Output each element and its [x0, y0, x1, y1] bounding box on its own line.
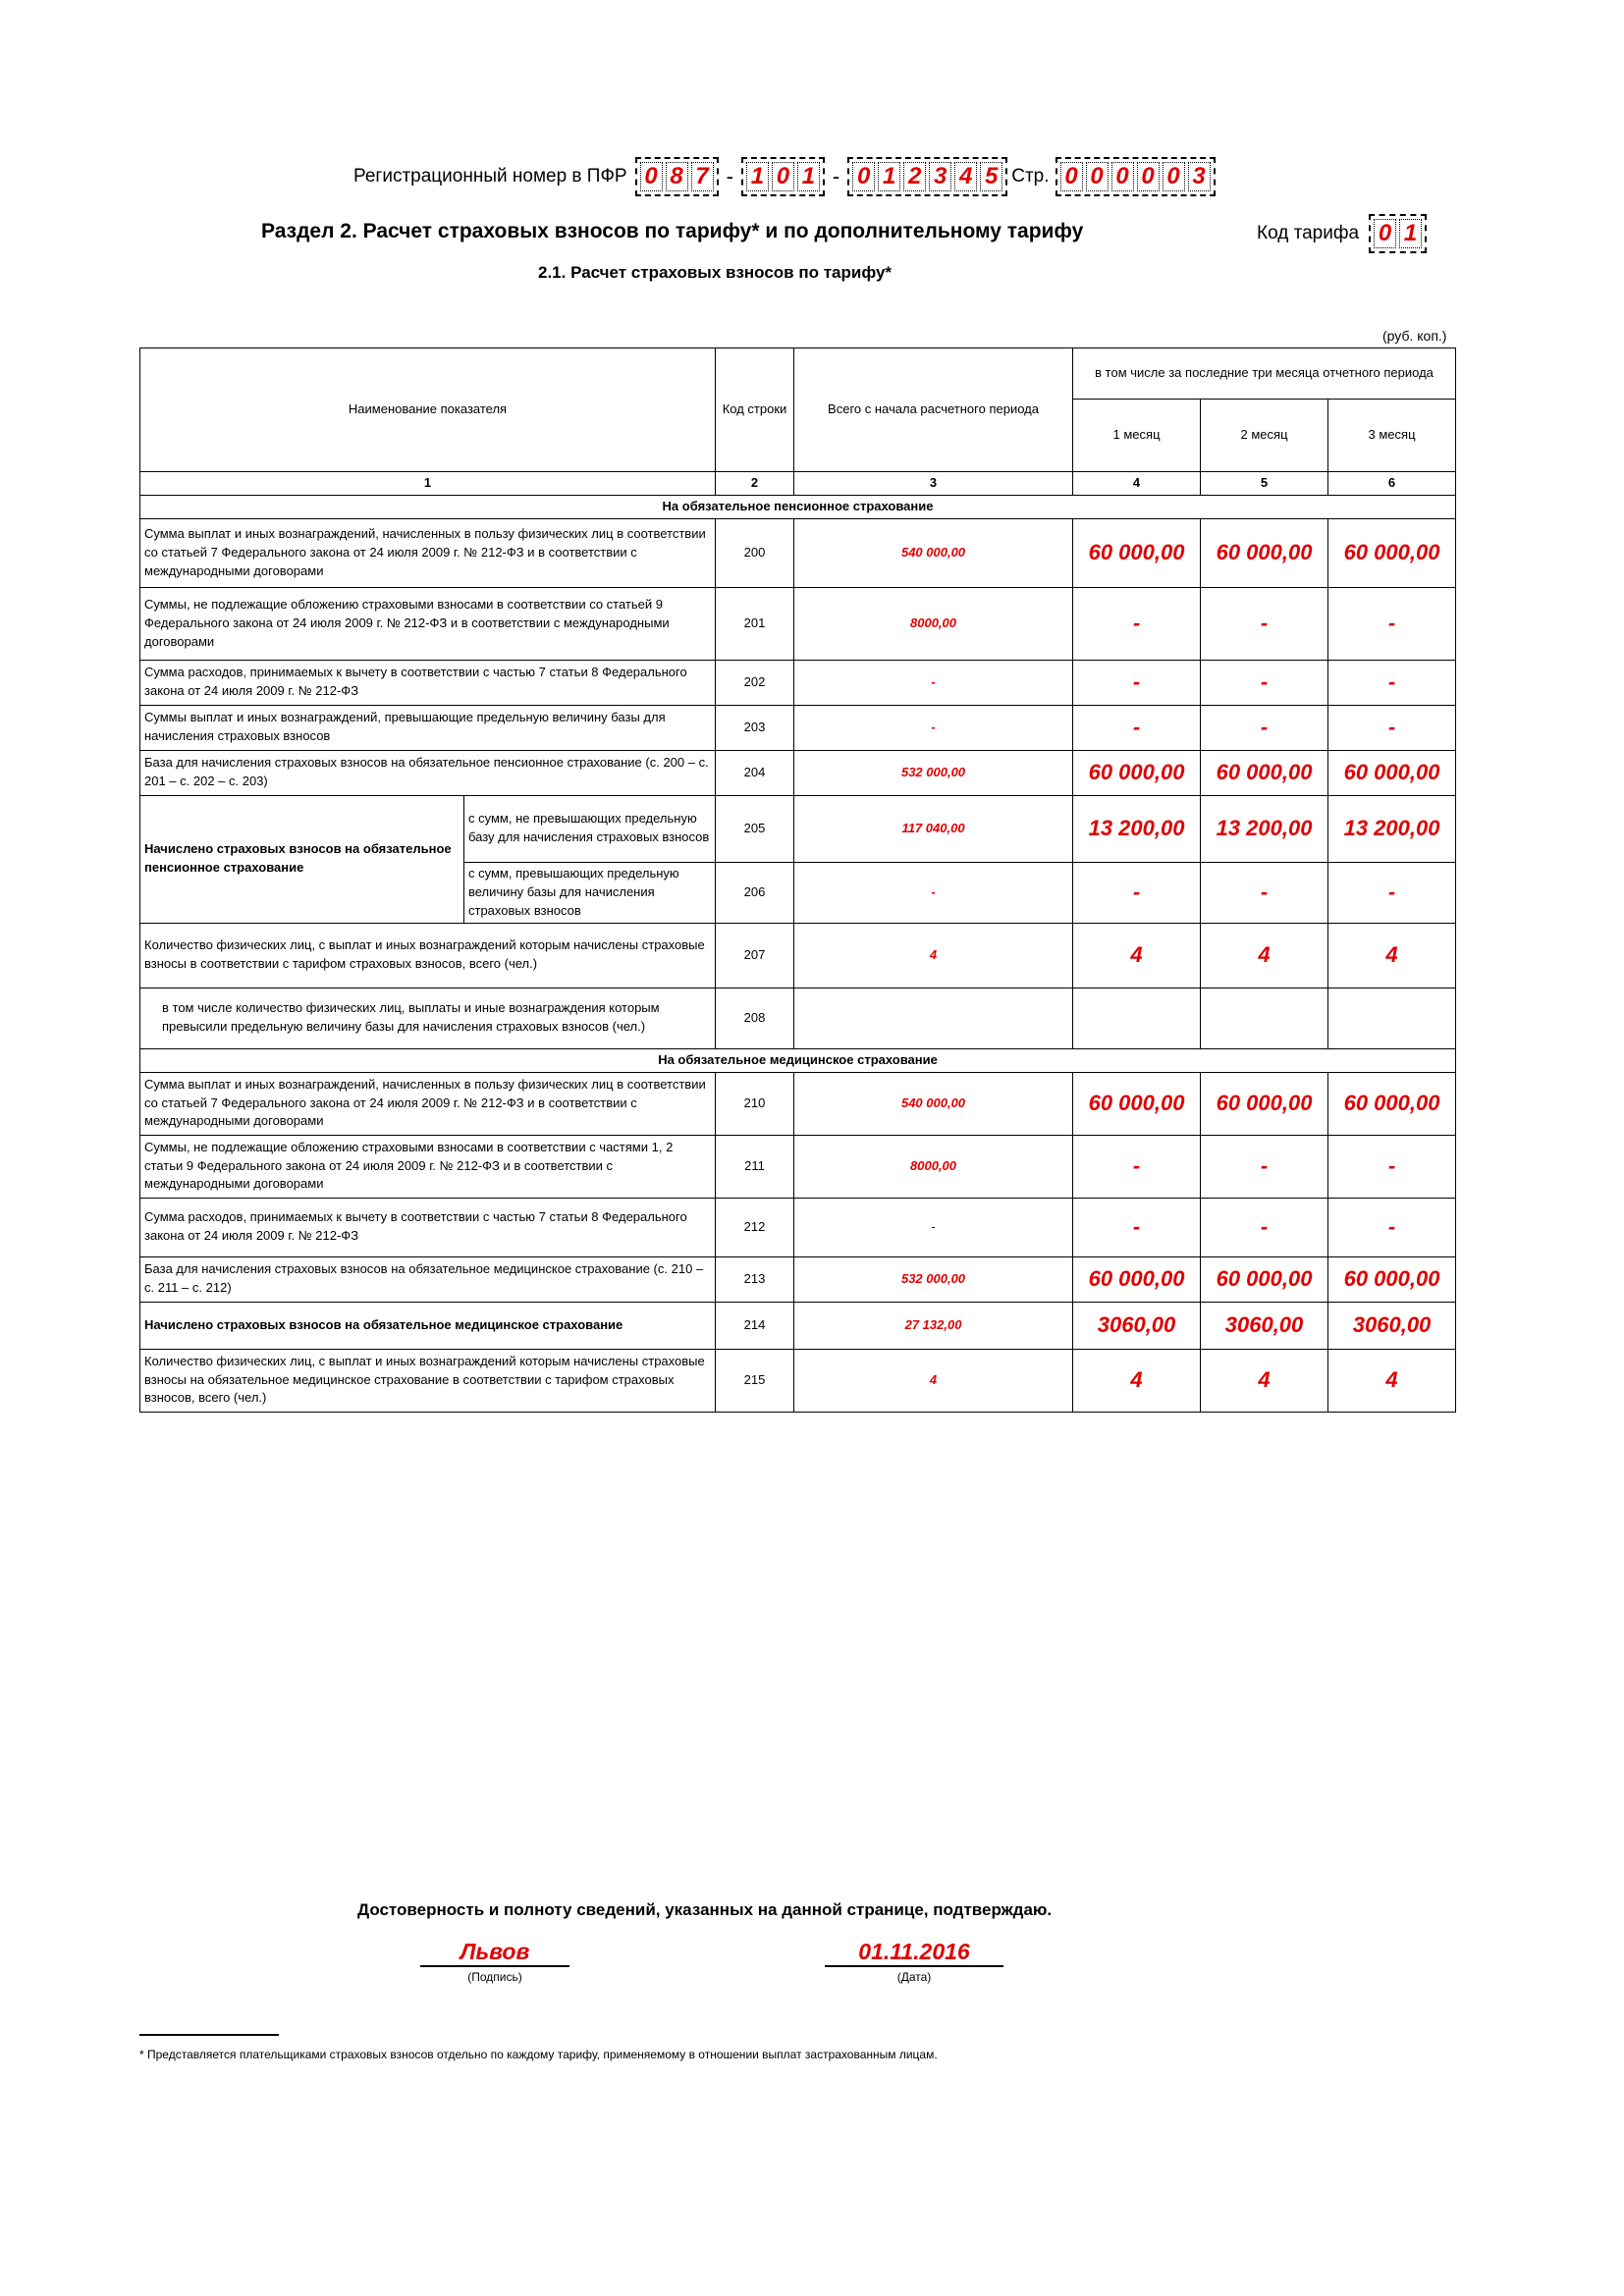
value-month-3[interactable]: 60 000,00	[1328, 750, 1456, 795]
value-month-3[interactable]: -	[1328, 705, 1456, 750]
row-group-label: Начислено страховых взносов на обязательное пенсионное страхование	[140, 795, 464, 923]
value-month-2[interactable]: -	[1201, 705, 1328, 750]
value-month-1[interactable]: 13 200,00	[1073, 795, 1201, 862]
row-code: 205	[716, 795, 794, 862]
col-number: 2	[716, 472, 794, 496]
row-code: 200	[716, 518, 794, 587]
date-field[interactable]: 01.11.2016	[825, 1936, 1003, 1967]
digit-cell: 8	[666, 162, 688, 191]
digit-cell: 0	[1374, 219, 1396, 248]
header-last-three-months: в том числе за последние три месяца отчетного периода	[1073, 348, 1456, 400]
value-month-2[interactable]: 3060,00	[1201, 1302, 1328, 1349]
value-month-2[interactable]: 13 200,00	[1201, 795, 1328, 862]
value-month-1[interactable]: 60 000,00	[1073, 1256, 1201, 1302]
digit-cell: 1	[878, 162, 900, 191]
value-month-2[interactable]: 60 000,00	[1201, 1072, 1328, 1135]
reg-number-part3[interactable]	[847, 157, 1007, 196]
section-medical: На обязательное медицинское страхование	[140, 1048, 1456, 1072]
value-total[interactable]: 532 000,00	[794, 750, 1073, 795]
value-total[interactable]: 540 000,00	[794, 1072, 1073, 1135]
header-month-2: 2 месяц	[1201, 400, 1328, 472]
digit-cell: 0	[1163, 162, 1185, 191]
value-month-2[interactable]: -	[1201, 587, 1328, 660]
row-code: 208	[716, 988, 794, 1048]
row-label: с сумм, превышающих предельную величину базы для начисления страховых взносов	[464, 862, 716, 923]
value-month-3[interactable]: -	[1328, 1135, 1456, 1198]
value-month-3[interactable]: -	[1328, 587, 1456, 660]
signature-block	[420, 1936, 569, 1984]
row-label: Суммы, не подлежащие обложению страховыми взносами в соответствии со статьей 9 Федерального закона от 24 июля 2009 г. № 212-ФЗ и в соответствии с международными договорами	[140, 587, 716, 660]
col-number: 3	[794, 472, 1073, 496]
value-month-3[interactable]: -	[1328, 1198, 1456, 1256]
digit-cell: 4	[954, 162, 977, 191]
tariff-code	[1257, 214, 1427, 253]
row-code: 206	[716, 862, 794, 923]
digit-cell: 2	[903, 162, 926, 191]
value-month-2[interactable]: 4	[1201, 923, 1328, 988]
value-month-3[interactable]: -	[1328, 660, 1456, 705]
row-label: в том числе количество физических лиц, выплаты и иные вознаграждения которым превысили предельную величину базы для начисления страховых взносов (чел.)	[140, 988, 716, 1048]
value-month-3[interactable]: 60 000,00	[1328, 1072, 1456, 1135]
value-month-3[interactable]: 4	[1328, 1349, 1456, 1412]
row-label: Количество физических лиц, с выплат и иных вознаграждений которым начислены страховые взносы в соответствии с тарифом страховых взносов, всего (чел.)	[140, 923, 716, 988]
reg-number-label: Регистрационный номер в ПФР	[353, 166, 627, 187]
digit-cell: 1	[1399, 219, 1422, 248]
header-total: Всего с начала расчетного периода	[794, 348, 1073, 472]
table-row	[140, 1302, 1456, 1349]
row-code: 204	[716, 750, 794, 795]
value-month-2[interactable]: 60 000,00	[1201, 518, 1328, 587]
unit-label: (руб. коп.)	[1382, 328, 1447, 344]
digit-cell: 0	[1111, 162, 1134, 191]
row-code: 201	[716, 587, 794, 660]
row-code: 215	[716, 1349, 794, 1412]
header-month-1: 1 месяц	[1073, 400, 1201, 472]
value-total[interactable]: 532 000,00	[794, 1256, 1073, 1302]
table-row	[140, 1256, 1456, 1302]
value-month-1[interactable]: 4	[1073, 1349, 1201, 1412]
value-month-1[interactable]: 60 000,00	[1073, 750, 1201, 795]
value-month-2[interactable]: 60 000,00	[1201, 1256, 1328, 1302]
row-code: 207	[716, 923, 794, 988]
digit-cell: 1	[797, 162, 820, 191]
digit-cell: 0	[1060, 162, 1083, 191]
separator: -	[726, 164, 733, 188]
tariff-code-field[interactable]	[1369, 214, 1427, 253]
tariff-code-label: Код тарифа	[1257, 223, 1360, 243]
digit-cell: 0	[640, 162, 663, 191]
page-label: Стр.	[1011, 166, 1050, 187]
row-code: 203	[716, 705, 794, 750]
value-month-1[interactable]: -	[1073, 660, 1201, 705]
value-month-2[interactable]: 60 000,00	[1201, 750, 1328, 795]
section-pension: На обязательное пенсионное страхование	[140, 495, 1456, 518]
page-number-field[interactable]	[1056, 157, 1216, 196]
table-row	[140, 518, 1456, 587]
row-label: Начислено страховых взносов на обязательное медицинское страхование	[140, 1302, 716, 1349]
row-code: 213	[716, 1256, 794, 1302]
value-month-3[interactable]: 60 000,00	[1328, 518, 1456, 587]
row-label: Суммы, не подлежащие обложению страховыми взносами в соответствии с частями 1, 2 статьи 9 Федерального закона от 24 июля 2009 г. № 212-ФЗ и в соответствии с международными договорами	[140, 1135, 716, 1198]
value-month-2[interactable]	[1201, 988, 1328, 1048]
digit-cell: 3	[929, 162, 951, 191]
row-label: Суммы выплат и иных вознаграждений, превышающие предельную величину базы для начисления страховых взносов	[140, 705, 716, 750]
reg-number-part2[interactable]	[741, 157, 825, 196]
table-row	[140, 1135, 1456, 1198]
col-number: 5	[1201, 472, 1328, 496]
separator: -	[832, 164, 840, 188]
value-month-1[interactable]	[1073, 988, 1201, 1048]
value-month-1[interactable]: -	[1073, 1198, 1201, 1256]
row-code: 210	[716, 1072, 794, 1135]
table-row	[140, 988, 1456, 1048]
value-month-2[interactable]: -	[1201, 862, 1328, 923]
section-title: Раздел 2. Расчет страховых взносов по тарифу* и по дополнительному тарифу	[261, 220, 1084, 242]
row-label: База для начисления страховых взносов на обязательное пенсионное страхование (с. 200 – с. 201 – с. 202 – с. 203)	[140, 750, 716, 795]
value-total[interactable]: -	[794, 1198, 1073, 1256]
value-month-1[interactable]: 60 000,00	[1073, 518, 1201, 587]
value-total[interactable]: 4	[794, 1349, 1073, 1412]
footnote: * Представляется плательщиками страховых взносов отдельно по каждому тарифу, применяемому в отношении выплат застрахованным лицам.	[139, 2048, 938, 2061]
digit-cell: 0	[852, 162, 875, 191]
table-row	[140, 1349, 1456, 1412]
value-total[interactable]: 8000,00	[794, 1135, 1073, 1198]
row-code: 212	[716, 1198, 794, 1256]
value-month-2[interactable]: 4	[1201, 1349, 1328, 1412]
value-total[interactable]: -	[794, 660, 1073, 705]
value-month-3[interactable]: 4	[1328, 923, 1456, 988]
row-code: 202	[716, 660, 794, 705]
value-total[interactable]	[794, 988, 1073, 1048]
section-row	[140, 495, 1456, 518]
header-name: Наименование показателя	[140, 348, 716, 472]
table-row	[140, 587, 1456, 660]
row-label: Количество физических лиц, с выплат и иных вознаграждений которым начислены страховые взносы на обязательное медицинское страхование в соответствии с тарифом страховых взносов, всего (чел.)	[140, 1349, 716, 1412]
value-month-3[interactable]: -	[1328, 862, 1456, 923]
digit-cell: 3	[1188, 162, 1211, 191]
table-row	[140, 1072, 1456, 1135]
date-caption: (Дата)	[896, 1970, 932, 1984]
date-block	[825, 1936, 1003, 1984]
row-code: 214	[716, 1302, 794, 1349]
value-month-3[interactable]	[1328, 988, 1456, 1048]
col-number: 1	[140, 472, 716, 496]
table-row	[140, 750, 1456, 795]
value-month-3[interactable]: 60 000,00	[1328, 1256, 1456, 1302]
row-code: 211	[716, 1135, 794, 1198]
registration-line	[353, 157, 1216, 196]
header-month-3: 3 месяц	[1328, 400, 1456, 472]
table-row	[140, 795, 1456, 862]
value-month-1[interactable]: 4	[1073, 923, 1201, 988]
column-numbers-row	[140, 472, 1456, 496]
value-month-1[interactable]: -	[1073, 1135, 1201, 1198]
value-total[interactable]: 4	[794, 923, 1073, 988]
value-total[interactable]: -	[794, 862, 1073, 923]
table-row	[140, 660, 1456, 705]
value-month-2[interactable]: -	[1201, 1135, 1328, 1198]
value-total[interactable]: 27 132,00	[794, 1302, 1073, 1349]
reg-number-part1[interactable]	[635, 157, 719, 196]
value-month-1[interactable]: -	[1073, 705, 1201, 750]
table-row	[140, 705, 1456, 750]
value-total[interactable]: 8000,00	[794, 587, 1073, 660]
col-number: 4	[1073, 472, 1201, 496]
signature-caption: (Подпись)	[467, 1970, 522, 1984]
value-month-2[interactable]: -	[1201, 1198, 1328, 1256]
table-row	[140, 923, 1456, 988]
row-label: База для начисления страховых взносов на обязательное медицинское страхование (с. 210 – с. 211 – с. 212)	[140, 1256, 716, 1302]
digit-cell: 5	[980, 162, 1002, 191]
digit-cell: 1	[746, 162, 769, 191]
value-total[interactable]: -	[794, 705, 1073, 750]
digit-cell: 0	[1137, 162, 1160, 191]
digit-cell: 7	[691, 162, 714, 191]
value-month-1[interactable]: -	[1073, 862, 1201, 923]
row-label: Сумма расходов, принимаемых к вычету в соответствии с частью 7 статьи 8 Федерального закона от 24 июля 2009 г. № 212-ФЗ	[140, 660, 716, 705]
value-total[interactable]: 117 040,00	[794, 795, 1073, 862]
col-number: 6	[1328, 472, 1456, 496]
row-label: Сумма выплат и иных вознаграждений, начисленных в пользу физических лиц в соответствии со статьей 7 Федерального закона от 24 июля 2009 г. № 212-ФЗ и в соответствии с международными договорами	[140, 518, 716, 587]
row-label: с сумм, не превышающих предельную базу для начисления страховых взносов	[464, 795, 716, 862]
confirmation-statement: Достоверность и полноту сведений, указанных на данной странице, подтверждаю.	[357, 1900, 1053, 1919]
digit-cell: 0	[1086, 162, 1109, 191]
header-code: Код строки	[716, 348, 794, 472]
value-month-3[interactable]: 13 200,00	[1328, 795, 1456, 862]
value-month-1[interactable]: -	[1073, 587, 1201, 660]
footnote-divider	[139, 2034, 279, 2036]
row-label: Сумма выплат и иных вознаграждений, начисленных в пользу физических лиц в соответствии со статьей 7 Федерального закона от 24 июля 2009 г. № 212-ФЗ и в соответствии с международными договорами	[140, 1072, 716, 1135]
subsection-title: 2.1. Расчет страховых взносов по тарифу*	[538, 263, 893, 282]
value-total[interactable]: 540 000,00	[794, 518, 1073, 587]
value-month-3[interactable]: 3060,00	[1328, 1302, 1456, 1349]
value-month-1[interactable]: 60 000,00	[1073, 1072, 1201, 1135]
row-label: Сумма расходов, принимаемых к вычету в соответствии с частью 7 статьи 8 Федерального закона от 24 июля 2009 г. № 212-ФЗ	[140, 1198, 716, 1256]
value-month-1[interactable]: 3060,00	[1073, 1302, 1201, 1349]
value-month-2[interactable]: -	[1201, 660, 1328, 705]
section-row	[140, 1048, 1456, 1072]
digit-cell: 0	[772, 162, 794, 191]
signature-field[interactable]: Львов	[420, 1936, 569, 1967]
contributions-table	[139, 347, 1456, 1413]
table-row	[140, 1198, 1456, 1256]
